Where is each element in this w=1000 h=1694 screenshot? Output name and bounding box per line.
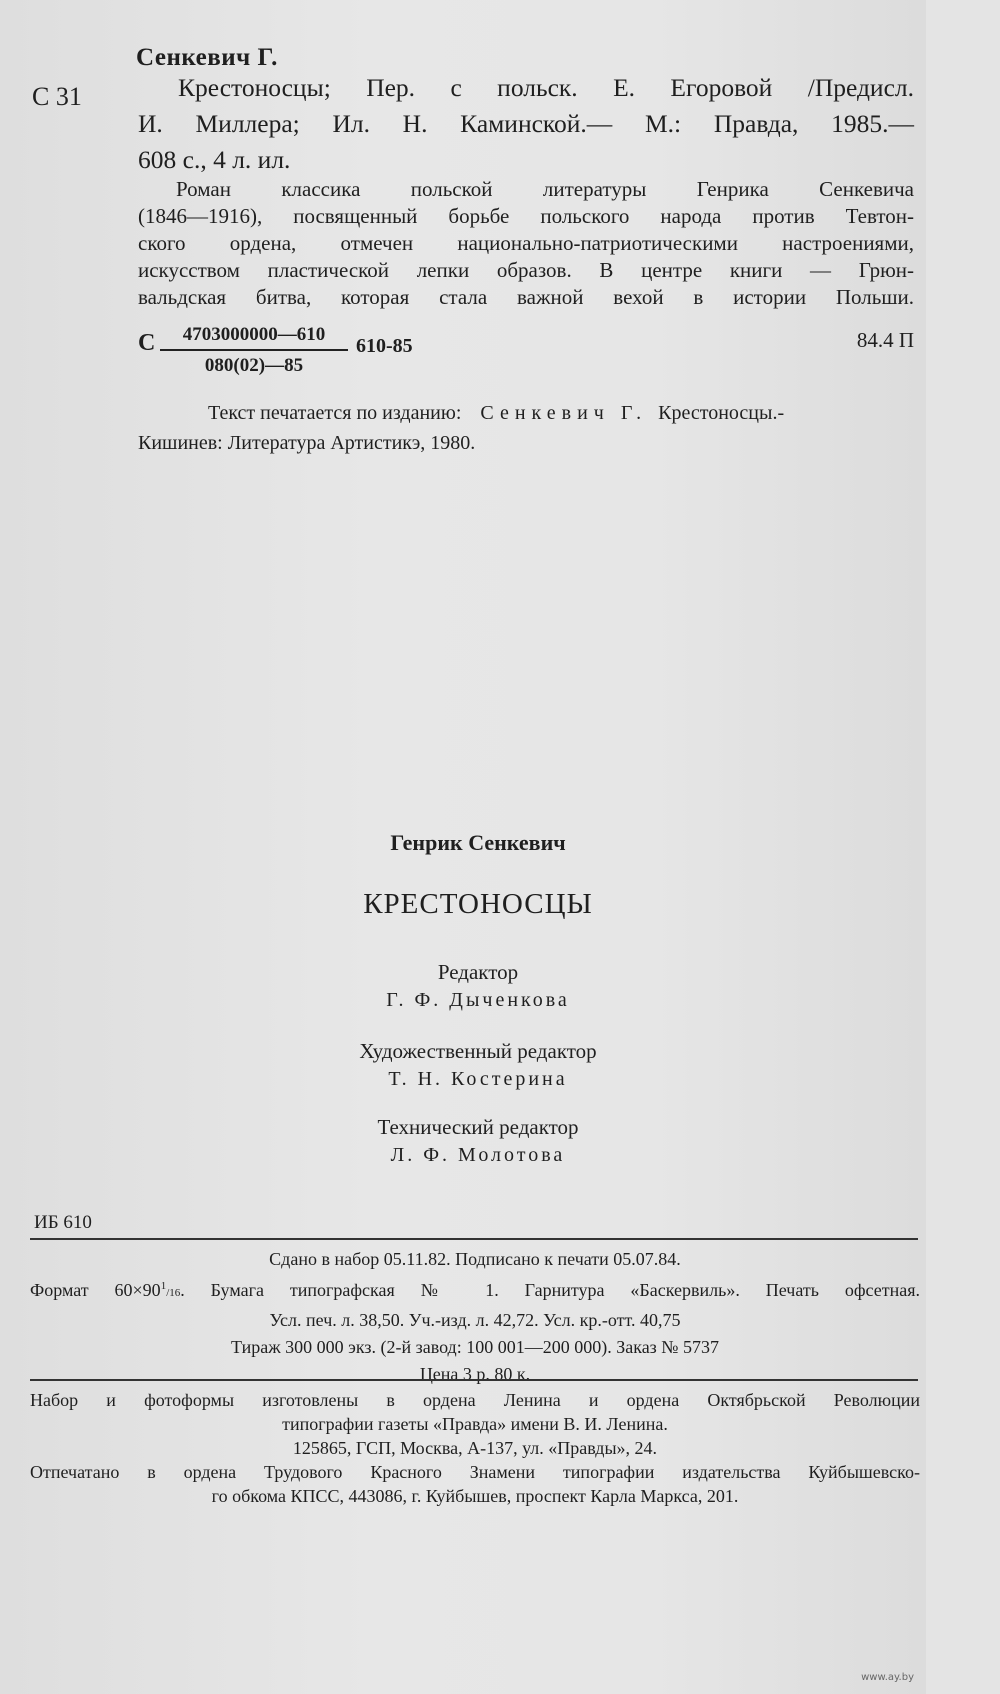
printing-info: [30, 1388, 920, 1508]
card-author: Сенкевич Г.: [136, 44, 278, 71]
format-sub: /16: [166, 1287, 181, 1299]
tech-line: Тираж 300 000 экз. (2-й завод: 100 001—200 000). Заказ № 5737: [231, 1337, 719, 1357]
format-prefix: Формат 60×90: [30, 1280, 161, 1300]
biblio-line: Крестоносцы; Пер. с польск. Е. Егоровой /Предисл.: [178, 73, 914, 102]
tech-line: Цена 3 р. 80 к.: [419, 1364, 531, 1384]
index-denominator: 080(02)—85: [204, 355, 304, 376]
print-line: Отпечатано в ордена Трудового Красного Знамени типографии издательства Куйбышевско-: [30, 1462, 920, 1482]
annotation-line: ского ордена, отмечен национально-патриотическими настроениями,: [138, 231, 914, 255]
editor-role: Редактор: [437, 960, 519, 984]
index-letter: С: [138, 330, 156, 356]
annotation: [138, 176, 914, 311]
bibliographic-description: [138, 70, 914, 178]
annotation-line: искусством пластической лепки образов. В центре книги — Грюн-: [138, 258, 914, 282]
divider: [30, 1379, 918, 1381]
divider: [30, 1238, 918, 1240]
imprint-author: Генрик Сенкевич: [390, 830, 566, 855]
tech-line: [30, 1273, 920, 1307]
biblio-line: 608 с., 4 л. ил.: [138, 145, 291, 174]
imprint-title: КРЕСТОНОСЦЫ: [363, 888, 593, 920]
print-line: 125865, ГСП, Москва, А-137, ул. «Правды», 24.: [292, 1438, 658, 1458]
annotation-line: вальдская битва, которая стала важной вехой в истории Польши.: [138, 285, 914, 309]
ib-number: ИБ 610: [34, 1212, 92, 1233]
index-fraction: [160, 324, 348, 377]
source-author: Сенкевич Г.: [480, 402, 648, 424]
watermark: www.ay.by: [861, 1672, 914, 1683]
source-edition: [138, 398, 918, 458]
art-editor-name: Т. Н. Костерина: [388, 1068, 568, 1090]
format-rest: . Бумага типографская № 1. Гарнитура «Баскервиль». Печать офсетная.: [180, 1280, 920, 1300]
editor-name: Г. Ф. Дыченкова: [386, 989, 570, 1011]
index-numerator: 4703000000—610: [160, 324, 348, 351]
card-code: С 31: [32, 82, 82, 111]
index-suffix: 610-85: [356, 335, 413, 357]
source-line: Кишинев: Литература Артистикэ, 1980.: [138, 432, 476, 454]
print-line: го обкома КПСС, 443086, г. Куйбышев, проспект Карла Маркса, 201.: [211, 1486, 739, 1506]
art-editor-role: Художественный редактор: [359, 1039, 597, 1063]
source-line: [138, 398, 918, 428]
source-prefix: Текст печатается по изданию:: [208, 402, 462, 424]
technical-data: [30, 1246, 920, 1388]
tech-editor-name: Л. Ф. Молотова: [390, 1144, 566, 1166]
bbk-code: 84.4 П: [856, 328, 914, 352]
tech-line: Сдано в набор 05.11.82. Подписано к печати 05.07.84.: [269, 1249, 681, 1269]
tech-editor-role: Технический редактор: [377, 1115, 579, 1139]
print-line: Набор и фотоформы изготовлены в ордена Ленина и ордена Октябрьской Революции: [30, 1390, 920, 1410]
print-line: типографии газеты «Правда» имени В. И. Ленина.: [282, 1414, 668, 1434]
annotation-line: (1846—1916), посвященный борьбе польского народа против Тевтон-: [138, 204, 914, 228]
format-sup: 1: [160, 1280, 167, 1292]
annotation-line: Роман классика польской литературы Генрика Сенкевича: [176, 177, 914, 201]
biblio-line: И. Миллера; Ил. Н. Каминской.— М.: Правда, 1985.—: [138, 109, 914, 138]
source-title: Крестоносцы.-: [658, 402, 785, 424]
tech-line: Усл. печ. л. 38,50. Уч.-изд. л. 42,72. Усл. кр.-отт. 40,75: [269, 1310, 681, 1330]
